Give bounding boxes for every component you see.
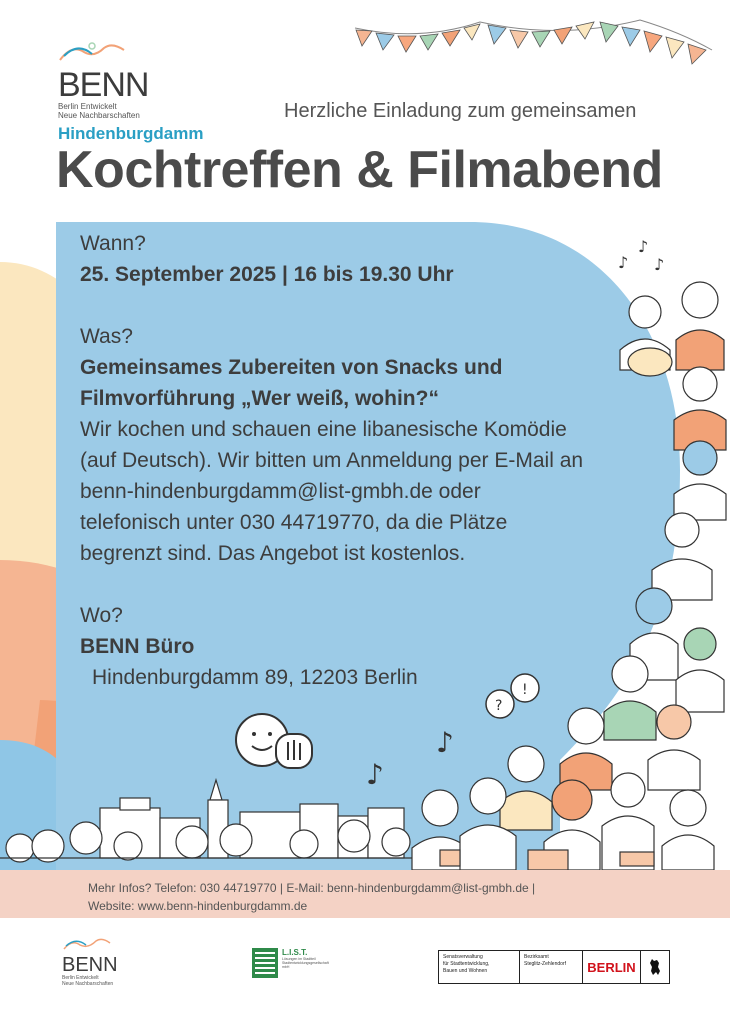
contact-email[interactable]: benn-hindenburgdamm@list-gmbh.de oder	[80, 480, 481, 503]
list-logo-name: L.I.S.T.	[282, 948, 308, 957]
list-logo-subline: Lösungen im Stadtteil Stadtentwicklungsgesellschaft mbH	[282, 957, 329, 969]
benn-logo-small	[62, 936, 118, 987]
logo-subline-2: Neue Nachbarschaften	[58, 111, 140, 120]
list-logo-stripes-icon	[252, 948, 278, 978]
svg-text:♪: ♪	[618, 253, 629, 272]
logo-wordmark: BENN	[58, 66, 149, 104]
senate-department	[439, 951, 520, 983]
district-line-2: Steglitz-Zehlendorf	[524, 961, 566, 967]
district-line-1: Bezirksamt	[524, 954, 549, 960]
benn-small-wordmark: BENN	[62, 954, 118, 976]
benn-small-subline-2: Neue Nachbarschaften	[62, 981, 114, 987]
svg-text:♪: ♪	[366, 758, 384, 791]
senate-line-3: Bauen und Wohnen	[443, 968, 488, 974]
berlin-wordmark: BERLIN	[583, 951, 641, 983]
what-label: Was?	[80, 325, 133, 348]
what-title-line-2: Filmvorführung „Wer weiß, wohin?“	[80, 387, 439, 410]
svg-text:♪: ♪	[436, 726, 454, 759]
benn-small-subline-1: Berlin Entwickelt	[62, 975, 99, 981]
svg-text:♪: ♪	[638, 237, 649, 256]
footer-contact-line[interactable]: Mehr Infos? Telefon: 030 44719770 | E-Mail: benn-hindenburgdamm@list-gmbh.de |	[88, 881, 536, 895]
where-label: Wo?	[80, 604, 123, 627]
svg-text:!: !	[522, 682, 528, 698]
footer-website-line[interactable]: Website: www.benn-hindenburgdamm.de	[88, 899, 308, 913]
svg-text:♪: ♪	[654, 255, 665, 274]
what-title-line-1: Gemeinsames Zubereiten von Snacks und	[80, 356, 503, 379]
senate-line-2: für Stadtentwicklung,	[443, 961, 490, 967]
where-place: BENN Büro	[80, 635, 195, 658]
benn-logo-swirl-small-icon	[62, 937, 112, 951]
what-description-line-2: (auf Deutsch). Wir bitten um Anmeldung per E-Mail an	[80, 449, 584, 472]
what-description-line-5: begrenzt sind. Das Angebot ist kostenlos.	[80, 542, 466, 565]
where-address: Hindenburgdamm 89, 12203 Berlin	[92, 666, 418, 689]
footer-info	[88, 879, 535, 915]
senate-line-1: Senatsverwaltung	[443, 954, 483, 960]
district-office	[520, 951, 583, 983]
page-title: Kochtreffen & Filmabend	[56, 141, 663, 199]
bunting-decoration	[355, 20, 712, 64]
event-details	[80, 228, 660, 693]
when-value: 25. September 2025 | 16 bis 19.30 Uhr	[80, 263, 454, 286]
invitation-subtitle: Herzliche Einladung zum gemeinsamen	[284, 100, 637, 122]
berlin-senate-logo	[438, 950, 670, 984]
benn-logo	[58, 42, 203, 144]
logo-subline-1: Berlin Entwickelt	[58, 102, 117, 111]
benn-logo-swirl-icon	[58, 42, 128, 64]
what-description-line-4: telefonisch unter 030 44719770, da die Plätze	[80, 511, 508, 534]
logo-location: Hindenburgdamm	[58, 124, 204, 143]
list-logo	[252, 948, 329, 978]
what-description-line-1: Wir kochen und schauen eine libanesische Komödie	[80, 418, 567, 441]
berlin-bear-icon	[641, 951, 669, 983]
when-label: Wann?	[80, 232, 146, 255]
svg-text:?: ?	[495, 698, 503, 714]
